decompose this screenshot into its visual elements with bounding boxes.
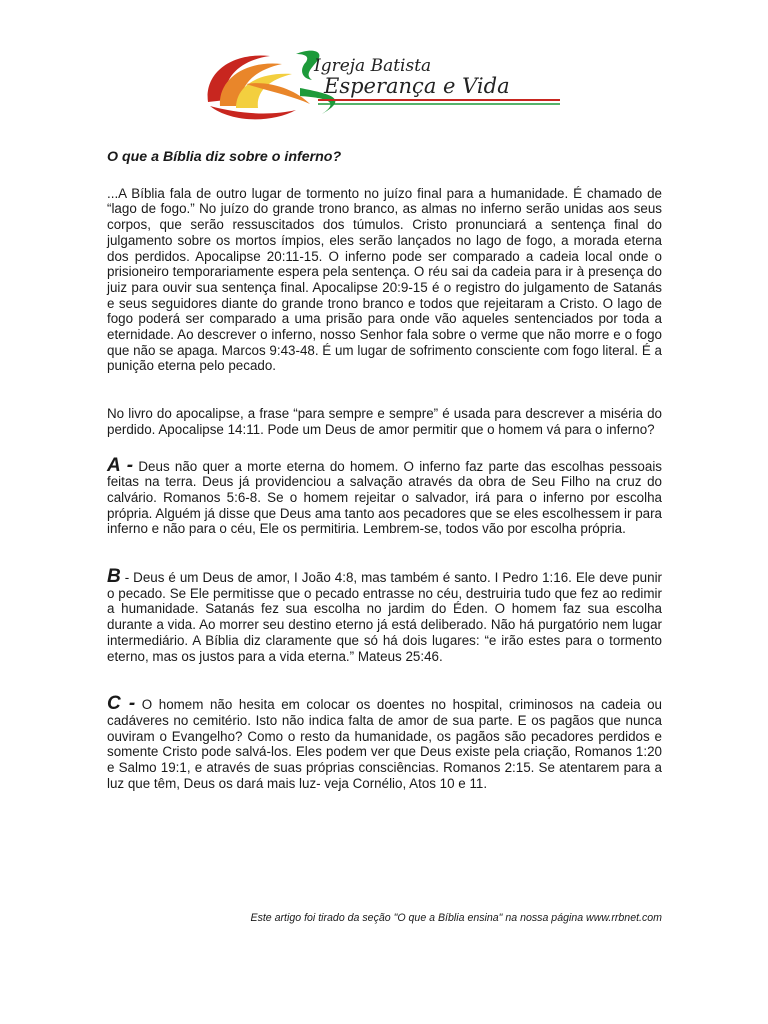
source-footer: Este artigo foi tirado da seção "O que a Bíblia ensina" na nossa página www.rrbnet.com bbox=[250, 912, 662, 924]
paragraph-b-text: - Deus é um Deus de amor, I João 4:8, mas também é santo. I Pedro 1:16. Ele deve punir o pecado. Se Ele permitisse que o pecado entrasse no céu, destruiria tudo que fez ao redimir a humanidade. Satanás fez sua escolha no jardim do Éden. O homem faz sua escolha durante a vida. Ao morrer seu destino eterno já está deliberado. Não há purgatório nem lugar intermediário. A Bíblia diz claramente que só há dois lugares: “e irão estes para o tormento eterno, mas os justos para a vida eterna.” Mateus 25:46. bbox=[107, 570, 662, 664]
paragraph-intro: ...A Bíblia fala de outro lugar de tormento no juízo final para a humanidade. É chamado de “lago de fogo.” No juízo do grande trono branco, as almas no inferno serão unidas aos seus corpos, que serão ressuscitados dos túmulos. Cristo pronunciará a sentença final do julgamento sobre os mortos ímpios, eles serão lançados no lago de fogo, a morada eterna dos perdidos. Apocalipse 20:11-15. O inferno pode ser comparado a cadeia local onde o prisioneiro temporariamente espera pela sentença. O réu sai da cadeia para ir à presença do juiz para ouvir sua sentença final. Apocalipse 20:9-15 é o registro do julgamento de Satanás e seus seguidores diante do grande trono branco e todos que rejeitaram a Cristo. O lago de fogo poderá ser comparado a uma prisão para onde vão aqueles sentenciados por toda a eternidade. Ao descrever o inferno, nosso Senhor fala sobre o verme que não morre e o fogo que não se apaga. Marcos 9:43-48. É um lugar de sofrimento consciente com fogo literal. É a punição eterna pelo pecado. bbox=[107, 185, 662, 374]
church-logo bbox=[200, 44, 562, 124]
paragraph-c-letter: C - bbox=[107, 693, 136, 715]
paragraph-question: No livro do apocalipse, a frase “para sempre e sempre” é usada para descrever a miséria do perdido. Apocalipse 14:11. Pode um Deus de amor permitir que o homem vá para o inferno? bbox=[107, 406, 662, 437]
paragraph-b bbox=[107, 566, 662, 664]
paragraph-a-text: Deus não quer a morte eterna do homem. O inferno faz parte das escolhas pessoais feitas na terra. Deus já providenciou a salvação através da obra de Seu Filho na cruz do calvário. Romanos 5:6-8. Se o homem rejeitar o salvador, irá para o inferno por escolha própria. Alguém já disse que Deus ama tanto aos pecadores que se eles escolhessem ir para inferno e não para o céu, Ele os permitiria. Lembrem-se, todos vão por escolha própria. bbox=[107, 458, 662, 537]
logo-line2: Esperança e Vida bbox=[324, 74, 510, 98]
article-title: O que a Bíblia diz sobre o inferno? bbox=[107, 149, 342, 165]
paragraph-c bbox=[107, 693, 663, 791]
paragraph-b-letter: B bbox=[107, 566, 121, 588]
article-body bbox=[107, 150, 662, 792]
paragraph-c-text: O homem não hesita em colocar os doentes no hospital, criminosos na cadeia ou cadáveres no cemitério. Isto não indica falta de amor de sua parte. E os pagãos que nunca ouviram o Evangelho? Como o resto da humanidade, os pagãos são pecadores perdidos e somente Cristo pode salvá-los. Eles podem ver que Deus existe pela criação, Romanos 1:20 e Salmo 19:1, e através de suas próprias consciências. Romanos 2:15. Se atentarem para a luz que têm, Deus os dará mais luz- veja Cornélio, Atos 10 e 11. bbox=[107, 697, 663, 791]
paragraph-a-letter: A - bbox=[107, 454, 134, 476]
paragraph-a bbox=[107, 454, 662, 538]
logo-line1: Igreja Batista bbox=[314, 56, 432, 76]
